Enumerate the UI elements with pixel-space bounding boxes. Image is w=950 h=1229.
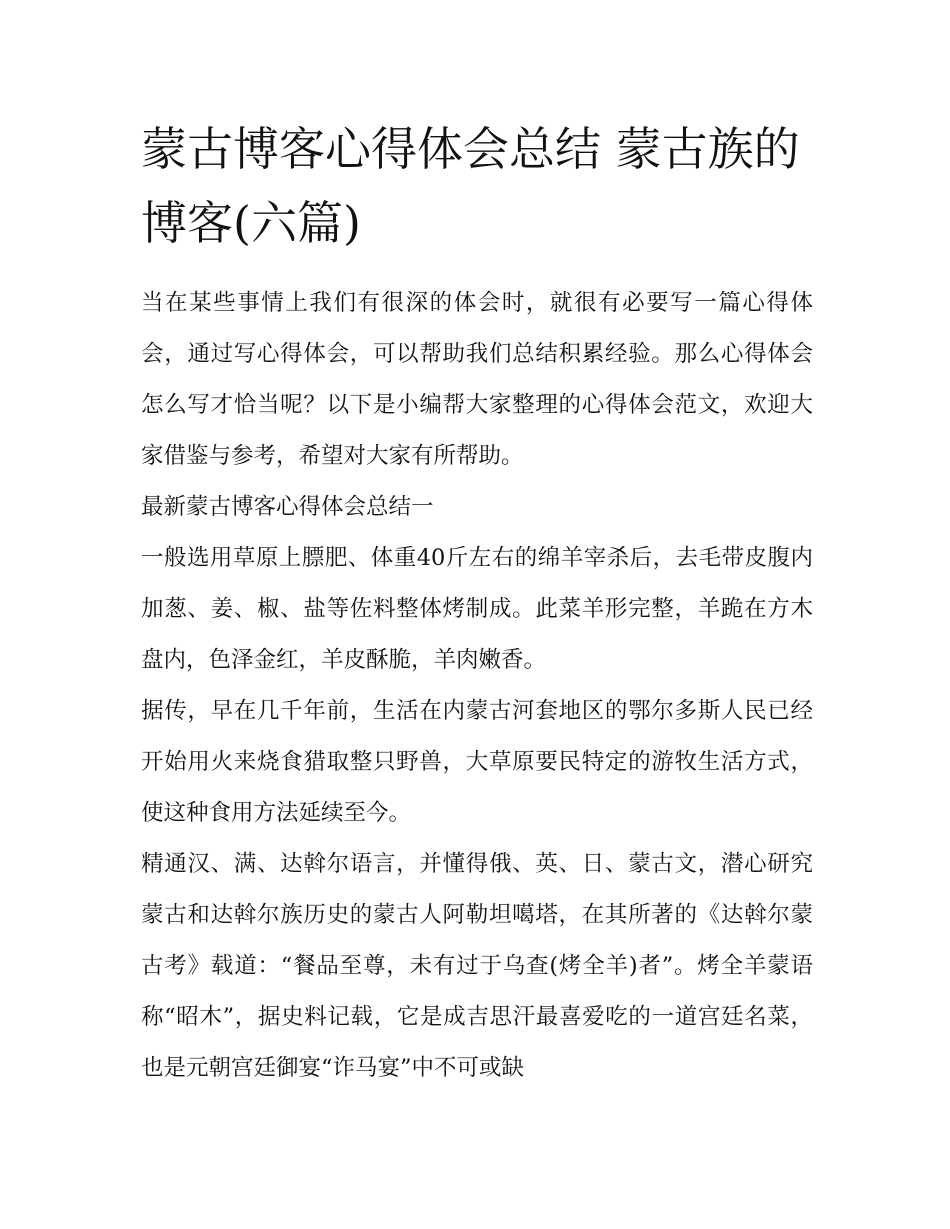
paragraph-records: 精通汉、满、达斡尔语言，并懂得俄、英、日、蒙古文，潜心研究蒙古和达斡尔族历史的蒙古人阿勒坦噶塔，在其所著的《达斡尔蒙古考》载道：“餐品至尊，未有过于乌查(烤全羊)者”。烤全羊蒙语称“昭木”，据史料记载，它是成吉思汗最喜爱吃的一道宫廷名菜，也是元朝宫廷御宴“诈马宴”中不可或缺 bbox=[141, 851, 813, 1081]
document-title: 蒙古博客心得体会总结 蒙古族的博客(六篇) bbox=[141, 122, 800, 250]
paragraph-intro: 当在某些事情上我们有很深的体会时，就很有必要写一篇心得体会，通过写心得体会，可以帮助我们总结积累经验。那么心得体会怎么写才恰当呢？以下是小编帮大家整理的心得体会范文，欢迎大家借鉴与参考，希望对大家有所帮助。 bbox=[141, 290, 813, 469]
paragraph-roast-lamb: 一般选用草原上膘肥、体重40斤左右的绵羊宰杀后，去毛带皮腹内加葱、姜、椒、盐等佐料整体烤制成。此菜羊形完整，羊跪在方木盘内，色泽金红，羊皮酥脆，羊肉嫩香。 bbox=[141, 545, 813, 673]
section-heading: 最新蒙古博客心得体会总结一 bbox=[141, 494, 434, 520]
paragraph-history: 据传，早在几千年前，生活在内蒙古河套地区的鄂尔多斯人民已经开始用火来烧食猎取整只野兽，大草原要民特定的游牧生活方式，使这种食用方法延续至今。 bbox=[141, 698, 813, 826]
document-page bbox=[141, 112, 813, 1094]
